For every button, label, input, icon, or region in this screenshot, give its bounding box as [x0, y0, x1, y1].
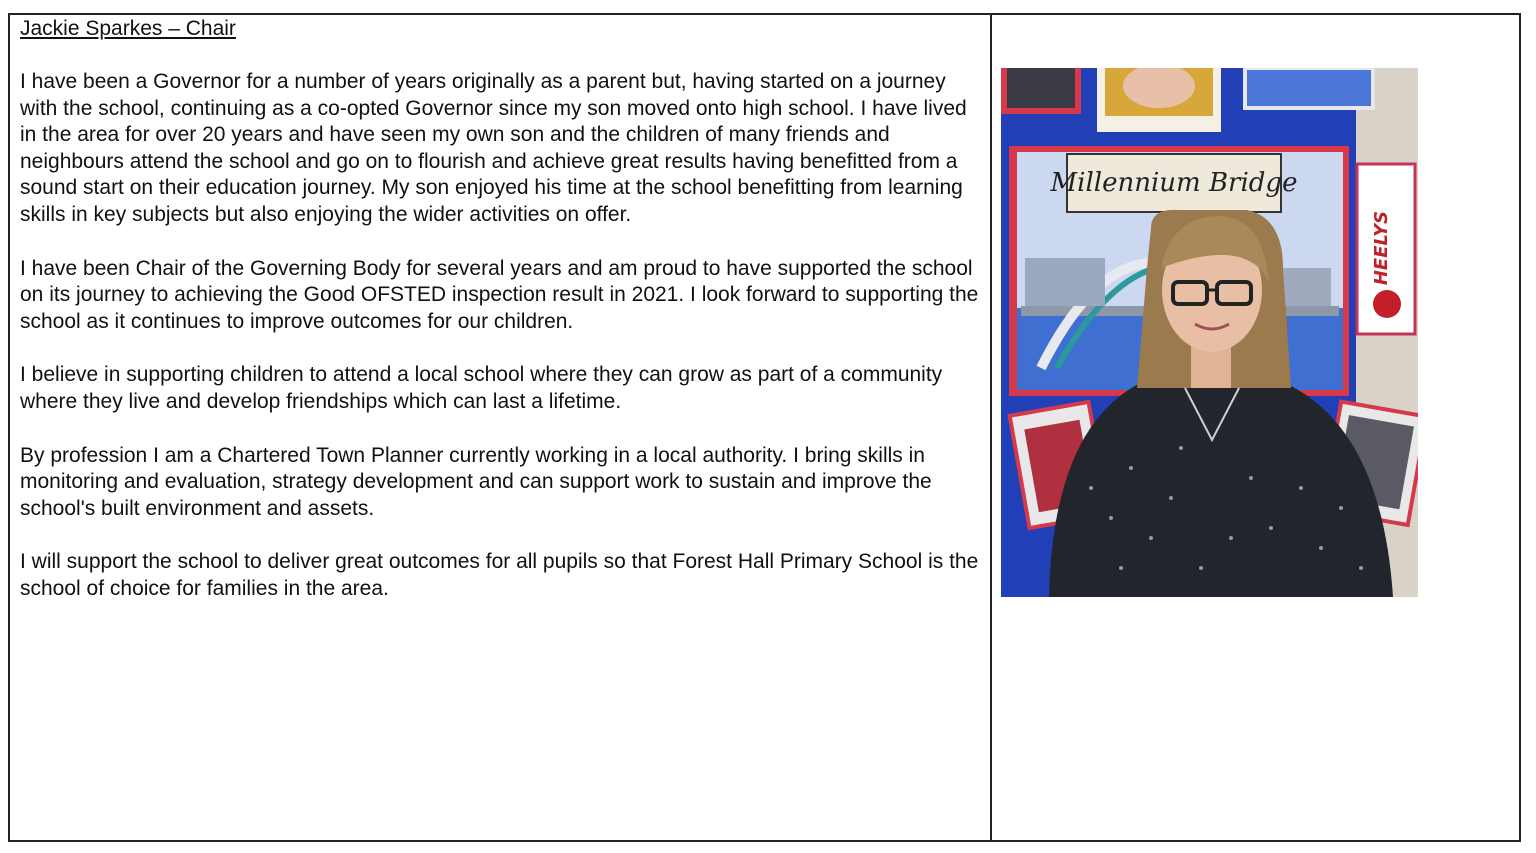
photo-cell [992, 15, 1519, 840]
page-title: Jackie Sparkes – Chair [20, 17, 236, 40]
display-caption-card [1050, 154, 1298, 212]
top-right-picture [1245, 68, 1373, 108]
paragraph-3: I believe in supporting children to attend a local school where they can grow as part of a community where they live and develop friendships which can last a lifetime. [20, 363, 943, 413]
top-center-picture [1097, 68, 1221, 132]
portrait-photo [1001, 68, 1418, 597]
side-sign [1357, 164, 1415, 334]
top-left-picture [1001, 68, 1081, 114]
paragraph-1: I have been a Governor for a number of years originally as a parent but, having started on a journey with the school, continuing as a co-opted Governor since my son moved onto high school. I have lived in the area for over 20 years and have seen my own son and the children of many friends and neighbours attend the school and go on to flourish and achieve great results having benefitted from a sound start on their education journey. My son enjoyed his time at the school benefitting from learning skills in key subjects but also enjoying the wider activities on offer. [20, 70, 967, 226]
profile-table [8, 13, 1521, 842]
text-cell [10, 15, 992, 840]
paragraph-4: By profession I am a Chartered Town Planner currently working in a local authority. I bring skills in monitoring and evaluation, strategy development and can support work to sustain and improve the school's built environment and assets. [20, 443, 932, 520]
paragraph-2: I have been Chair of the Governing Body for several years and am proud to have supported the school on its journey to achieving the Good OFSTED inspection result in 2021. I look forward to supporting the school as it continues to improve outcomes for our children. [20, 256, 979, 333]
paragraph-5: I will support the school to deliver great outcomes for all pupils so that Forest Hall Primary School is the school of choice for families in the area. [20, 550, 979, 600]
side-sign-label: HEELYS [1371, 210, 1392, 286]
display-caption: Millennium Bridge [1050, 168, 1298, 198]
